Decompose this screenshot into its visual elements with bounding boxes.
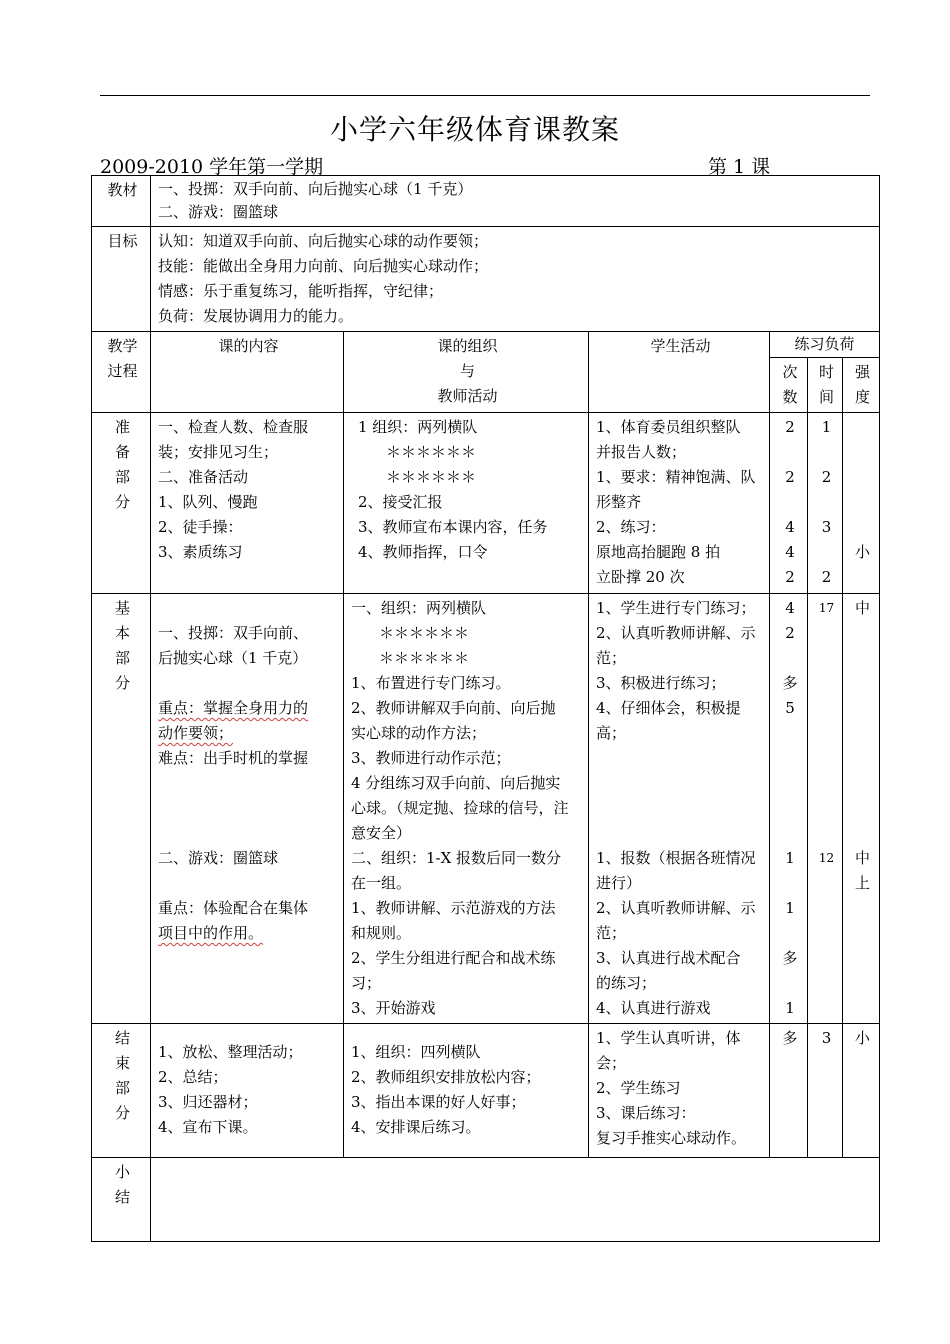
header-organization: 课的组织 与 教师活动 [344, 332, 589, 413]
header-times: 次 数 [770, 358, 808, 413]
goals-cell [151, 227, 880, 332]
table-header-row [92, 332, 880, 358]
goal-line: 技能：能做出全身用力向前、向后抛实心球动作； [158, 257, 489, 275]
key-point-1b: 动作要领； [158, 724, 234, 742]
basic-student-activity: 1、学生进行专门练习； 2、认真听教师讲解、示 范； 3、积极进行练习； 4、仔细体会，积极提 高； 1、报数（根据各班情况 进行） 2、认真听教师讲解、示 范； 3、认真进行战术配合 的练习； 4、认真进行游戏 [589, 594, 770, 1024]
end-intensity: 小 [843, 1024, 880, 1158]
lesson-number: 第 1 课 [708, 156, 771, 178]
page-title: 小学六年级体育课教案 [329, 113, 620, 146]
end-organization: 1、组织：四列横队 2、教师组织安排放松内容； 3、指出本课的好人好事； 4、安排课后练习。 [344, 1024, 589, 1158]
basic-duration: 17 12 [808, 594, 843, 1024]
end-content: 1、放松、整理活动； 2、总结； 3、归还器材； 4、宣布下课。 [151, 1024, 344, 1158]
basic-label: 基 本 部 分 [92, 594, 151, 1024]
difficulty-1: 难点：出手时机的掌握 [158, 749, 309, 767]
header-intensity: 强 度 [843, 358, 880, 413]
prep-times: 2 2 4 4 2 [770, 413, 808, 594]
prep-section-row [92, 413, 880, 594]
material-line: 一、投掷：双手向前、向后抛实心球（1 千克） [158, 180, 473, 198]
material-row [92, 176, 880, 227]
goals-row [92, 227, 880, 332]
prep-label: 准 备 部 分 [92, 413, 151, 594]
summary-label: 小 结 [92, 1158, 151, 1242]
header-rule [100, 95, 870, 96]
material-label: 教材 [92, 176, 151, 227]
goal-line: 认知：知道双手向前、向后抛实心球的动作要领； [158, 232, 489, 250]
end-section-row [92, 1024, 880, 1158]
key-point-1: 重点：掌握全身用力的 [158, 699, 309, 717]
header-exercise-load: 练习负荷 [770, 332, 880, 358]
material-line: 二、游戏：圈篮球 [158, 203, 279, 221]
summary-cell [151, 1158, 880, 1242]
prep-content: 一、检查人数、检查服 装；安排见习生； 二、准备活动 1、队列、慢跑 2、徒手操： 3、素质练习 [151, 413, 344, 594]
end-duration: 3 [808, 1024, 843, 1158]
summary-row [92, 1158, 880, 1242]
header-student-activity: 学生活动 [589, 332, 770, 413]
term-label: 2009-2010 学年第一学期 [100, 156, 324, 178]
prep-student-activity: 1、体育委员组织整队 并报告人数； 1、要求：精神饱满、队 形整齐 2、练习： 原地高抬腿跑 8 拍 立卧撑 20 次 [589, 413, 770, 594]
material-cell [151, 176, 880, 227]
lesson-plan-table [91, 175, 880, 1242]
end-student-activity: 1、学生认真听讲，体 会； 2、学生练习 3、课后练习： 复习手推实心球动作。 [589, 1024, 770, 1158]
prep-organization: 1 组织：两列横队 ＊＊＊＊＊＊ ＊＊＊＊＊＊ 2、接受汇报 3、教师宣布本课内容，任务 4、教师指挥，口令 [344, 413, 589, 594]
prep-intensity: 小 [843, 413, 880, 594]
basic-times: 4 2 多 5 1 1 多 1 [770, 594, 808, 1024]
header-duration: 时 间 [808, 358, 843, 413]
basic-organization: 一、组织：两列横队 ＊＊＊＊＊＊ ＊＊＊＊＊＊ 1、布置进行专门练习。 2、教师讲解双手向前、向后抛 实心球的动作方法； 3、教师进行动作示范； 4 分组练习双手向前、向后抛实 心球。（规定抛、捡球的信号，注 意安全） 二、组织：1-X 报数后同一数分 在一组。 1、教师讲解、示范游戏的方法 和规则。 2、学生分组进行配合和战术练 习； 3、开始游戏 [344, 594, 589, 1024]
basic-intensity: 中 中 上 [843, 594, 880, 1024]
end-label: 结 束 部 分 [92, 1024, 151, 1158]
end-times: 多 [770, 1024, 808, 1158]
goal-line: 情感：乐于重复练习，能听指挥，守纪律； [158, 282, 444, 300]
goals-label: 目标 [92, 227, 151, 332]
goal-line: 负荷：发展协调用力的能力。 [158, 307, 354, 325]
basic-section-row [92, 594, 880, 1024]
header-content: 课的内容 [151, 332, 344, 413]
prep-duration: 1 2 3 2 [808, 413, 843, 594]
basic-content: 一、投掷：双手向前、 后抛实心球（1 千克） 重点：掌握全身用力的 动作要领； 难点：出手时机的掌握 二、游戏：圈篮球 重点：体验配合在集体 项目中的作用。 [151, 594, 344, 1024]
key-point-2: 重点：体验配合在集体 [158, 899, 309, 917]
key-point-2b: 项目中的作用。 [158, 924, 264, 942]
header-process: 教学 过程 [92, 332, 151, 413]
